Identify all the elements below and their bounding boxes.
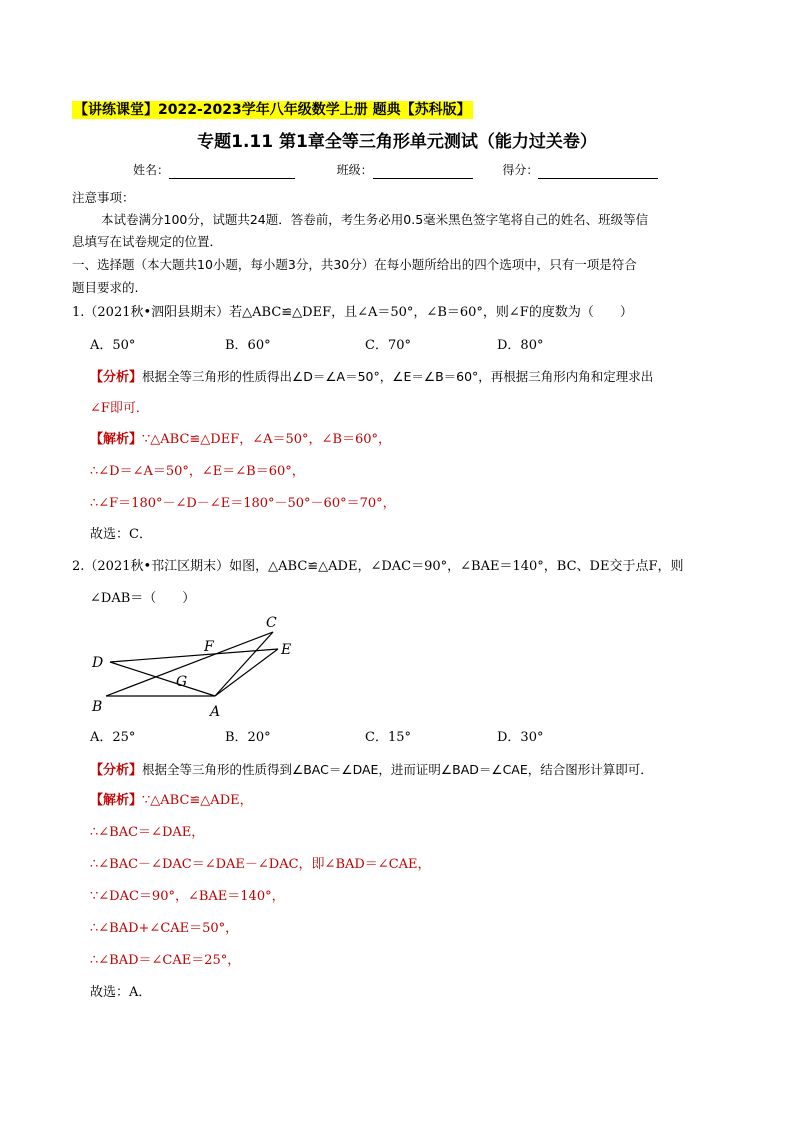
segment-AE xyxy=(215,649,278,696)
label-E: E xyxy=(281,642,292,658)
page-title: 专题1.11 第1章全等三角形单元测试（能力过关卷） xyxy=(197,132,597,152)
label-C: C xyxy=(266,615,277,631)
q1-solution-label: 【解析】 xyxy=(90,432,143,447)
section-heading-line-1: 一、选择题（本大题共10小题，每小题3分，共30分）在每小题所给出的四个选项中，只有一项是符合 xyxy=(72,257,637,272)
triangle-figure xyxy=(80,610,320,725)
q1-option-c[interactable]: C．70° xyxy=(365,338,411,353)
q1-analysis-label: 【分析】 xyxy=(90,370,143,385)
score-field[interactable] xyxy=(538,164,658,179)
section-heading-line-2: 题目要求的. xyxy=(72,280,139,295)
name-label: 姓名： xyxy=(133,163,170,177)
label-A: A xyxy=(210,704,221,720)
q2-solution-line-1 xyxy=(90,792,253,810)
q1-analysis-text-2: ∠F即可． xyxy=(90,401,149,416)
segment-DE xyxy=(110,649,278,662)
series-banner: 【讲练课堂】2022-2023学年八年级数学上册 题典【苏科版】 xyxy=(74,102,471,118)
q1-analysis-text-1: 根据全等三角形的性质得出∠D＝∠A＝50°，∠E＝∠B＝60°，再根据三角形内角和定理求出 xyxy=(142,369,654,384)
q2-answer: 故选：A． xyxy=(90,985,152,1000)
segment-BC xyxy=(106,632,273,696)
q1-solution-text-1: ∵△ABC≌△DEF，∠A＝50°，∠B＝60°， xyxy=(142,432,392,447)
q1-option-a[interactable]: A．50° xyxy=(90,338,136,353)
q2-analysis-label: 【分析】 xyxy=(90,763,143,778)
question-2-stem-1: 2.（2021秋•邗江区期末）如图，△ABC≌△ADE，∠DAC＝90°，∠BAE＝140°，BC、DE交于点F，则 xyxy=(72,559,684,574)
question-2-stem-2: ∠DAB＝（ ） xyxy=(90,591,196,606)
q2-solution-line-6: ∴∠BAD＝∠CAE＝25°， xyxy=(90,953,241,968)
label-B: B xyxy=(92,699,103,715)
notes-heading: 注意事项： xyxy=(72,190,135,205)
class-label: 班级： xyxy=(336,163,373,177)
q2-option-c[interactable]: C．15° xyxy=(365,730,411,745)
notes-line-1: 本试卷满分100分，试题共24题．答卷前，考生务必用0.5毫米黑色签字笔将自己的姓名、班级等信 xyxy=(101,212,649,227)
question-1-options xyxy=(90,337,690,355)
q1-solution-line-1 xyxy=(90,431,391,449)
question-1-stem: 1.（2021秋•泗阳县期末）若△ABC≌△DEF，且∠A＝50°，∠B＝60°，则∠F的度数为（ ） xyxy=(72,305,633,320)
q2-option-b[interactable]: B．20° xyxy=(225,730,271,745)
segment-DA xyxy=(110,662,215,696)
class-field[interactable] xyxy=(373,164,473,179)
score-label: 得分： xyxy=(502,163,539,177)
notes-line-2: 息填写在试卷规定的位置． xyxy=(72,234,223,249)
name-field[interactable] xyxy=(169,164,295,179)
q1-option-d[interactable]: D．80° xyxy=(497,338,544,353)
q1-solution-line-3: ∴∠F＝180°－∠D－∠E＝180°－50°－60°＝70°， xyxy=(90,496,396,511)
label-G: G xyxy=(176,674,188,690)
label-F: F xyxy=(204,639,214,655)
q2-analysis-text: 根据全等三角形的性质得到∠BAC＝∠DAE，进而证明∠BAD＝∠CAE，结合图形计算即可． xyxy=(142,762,653,777)
q2-solution-line-3: ∴∠BAC－∠DAC＝∠DAE－∠DAC，即∠BAD＝∠CAE， xyxy=(90,857,431,872)
label-D: D xyxy=(92,655,104,671)
q1-solution-line-2: ∴∠D＝∠A＝50°，∠E＝∠B＝60°， xyxy=(90,464,305,479)
q1-answer: 故选：C． xyxy=(90,527,152,542)
question-2-options xyxy=(90,729,690,747)
q2-solution-text-1: ∵△ABC≌△ADE， xyxy=(142,793,253,808)
q2-option-d[interactable]: D．30° xyxy=(497,730,544,745)
q1-analysis xyxy=(90,368,653,387)
q2-option-a[interactable]: A．25° xyxy=(90,730,136,745)
q2-solution-line-5: ∴∠BAD+∠CAE＝50°， xyxy=(90,921,239,936)
segment-AC xyxy=(215,632,273,696)
q2-solution-label: 【解析】 xyxy=(90,793,143,808)
student-info-row xyxy=(133,161,658,179)
q2-solution-line-2: ∴∠BAC＝∠DAE， xyxy=(90,825,205,840)
q1-option-b[interactable]: B．60° xyxy=(225,338,271,353)
q2-analysis xyxy=(90,761,653,780)
q2-solution-line-4: ∵∠DAC＝90°，∠BAE＝140°， xyxy=(90,889,285,904)
